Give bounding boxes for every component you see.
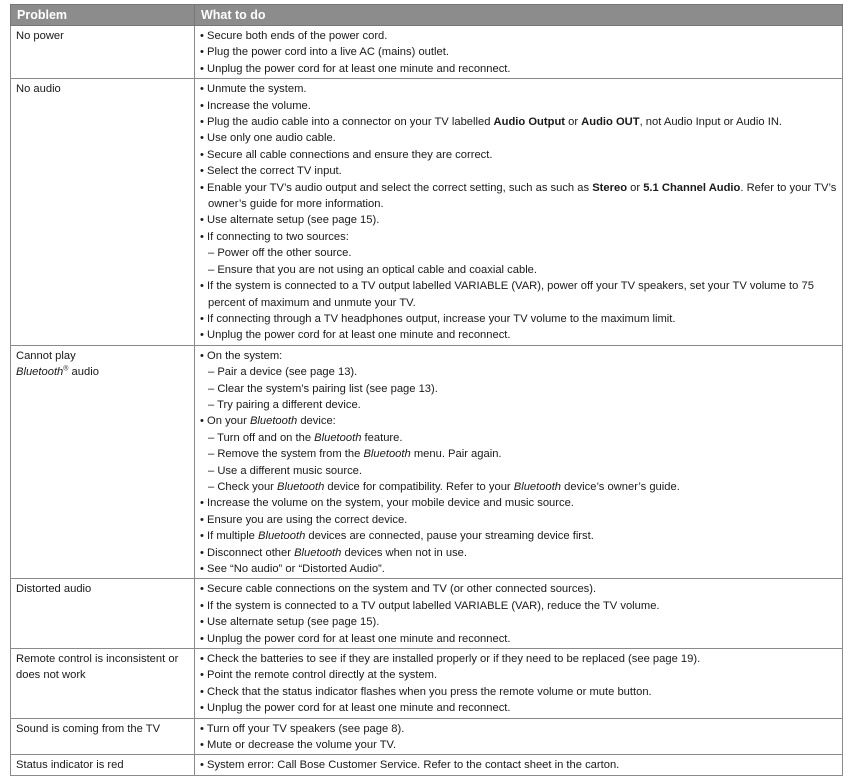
solution-cell	[195, 755, 843, 775]
dash-subitem	[200, 381, 837, 397]
bullet-icon	[200, 165, 207, 177]
text-run: Status indicator is red	[16, 759, 124, 772]
bullet-icon	[200, 547, 207, 559]
bullet-item	[200, 495, 837, 511]
table-row	[11, 79, 843, 346]
registered-mark: ®	[63, 365, 69, 373]
problem-cell	[11, 579, 195, 649]
text-run: Increase the volume.	[207, 99, 311, 112]
table-row	[11, 26, 843, 79]
text-run: If multiple	[207, 530, 259, 543]
text-run: devices when not in use.	[341, 546, 467, 559]
bullet-icon	[200, 116, 207, 128]
text-run: Use alternate setup (see page 15).	[207, 214, 380, 227]
italic-text: Bluetooth	[513, 480, 562, 493]
dash-subitem	[200, 446, 837, 462]
bullet-icon	[200, 723, 207, 735]
dash-subitem	[200, 397, 837, 413]
text-run: Ensure you are using the correct device.	[207, 513, 408, 526]
text-run: – Remove the system from the	[208, 448, 364, 461]
italic-text: Bluetooth	[277, 480, 325, 493]
dash-subitem	[200, 463, 837, 479]
text-run: Enable your TV’s audio output and select the correct setting, such as such as	[207, 181, 593, 194]
bullet-item	[200, 581, 837, 597]
bullet-icon	[200, 530, 207, 542]
problem-cell	[11, 26, 195, 79]
text-run: Select the correct TV input.	[207, 165, 342, 178]
bullet-item	[200, 44, 837, 60]
bold-text: Stereo	[592, 181, 628, 194]
text-run: See “No audio” or “Distorted Audio”.	[207, 563, 385, 575]
bullet-item	[200, 163, 837, 179]
bullet-item	[200, 28, 837, 44]
bullet-icon	[200, 686, 207, 698]
bullet-item	[200, 700, 837, 716]
italic-text: Bluetooth	[16, 366, 64, 379]
problem-cell	[11, 649, 195, 719]
bullet-item	[200, 684, 837, 700]
bullet-icon	[200, 600, 207, 612]
bullet-item	[200, 667, 837, 683]
solution-cell	[195, 649, 843, 719]
text-run: does not work	[16, 669, 86, 682]
bullet-icon	[200, 313, 207, 325]
bullet-item	[200, 147, 837, 163]
text-run: Secure cable connections on the system and TV (or other connected sources).	[207, 583, 597, 596]
bullet-icon	[200, 132, 207, 144]
text-run: Sound is coming from the TV	[16, 722, 161, 735]
text-run: On the system:	[207, 349, 283, 362]
italic-text: Bluetooth	[314, 431, 362, 444]
problem-cell	[11, 79, 195, 346]
bullet-item	[200, 757, 837, 773]
dash-subitem	[200, 262, 837, 278]
text-run: – Turn off and on the	[208, 431, 315, 444]
italic-text: Bluetooth	[249, 415, 298, 428]
table-body	[11, 26, 843, 776]
bullet-item	[200, 327, 837, 343]
bullet-icon	[200, 633, 207, 645]
text-run: – Use a different music source.	[208, 464, 363, 477]
bullet-icon	[200, 616, 207, 628]
text-run: device:	[297, 415, 336, 428]
bold-text: 5.1 Channel Audio	[643, 181, 741, 194]
problem-cell	[11, 755, 195, 775]
bullet-item	[200, 631, 837, 647]
dash-subitem	[200, 364, 837, 380]
bullet-icon	[200, 669, 207, 681]
text-run: Use alternate setup (see page 15).	[207, 616, 380, 629]
text-run: If connecting through a TV headphones output, increase your TV volume to the maximum limit.	[207, 312, 676, 325]
solution-cell	[195, 579, 843, 649]
bullet-item	[200, 737, 837, 753]
text-run: If the system is connected to a TV output labelled VARIABLE (VAR), power off your TV speakers, set your TV volume to 75 percent of maximum and unmute your TV.	[207, 280, 814, 309]
bullet-icon	[200, 702, 207, 714]
bullet-item	[200, 311, 837, 327]
text-run: Disconnect other	[207, 546, 295, 559]
text-run: device’s owner’s guide.	[561, 480, 680, 493]
bullet-icon	[200, 63, 207, 75]
text-run: – Ensure that you are not using an optical cable and coaxial cable.	[208, 263, 538, 276]
bullet-icon	[200, 653, 207, 665]
problem-cell	[11, 345, 195, 579]
text-run: Remote control is inconsistent or	[16, 653, 179, 666]
solution-cell	[195, 718, 843, 755]
bullet-item	[200, 413, 837, 429]
text-run: Point the remote control directly at the system.	[207, 669, 438, 682]
bold-text: Audio OUT	[581, 116, 640, 129]
text-run: Check the batteries to see if they are installed properly or if they need to be replaced (see page 19).	[207, 653, 701, 666]
bullet-icon	[200, 563, 207, 575]
solution-cell	[195, 345, 843, 579]
bullet-icon	[200, 514, 207, 526]
dash-subitem	[200, 245, 837, 261]
solution-cell	[195, 26, 843, 79]
table-header-row	[11, 5, 843, 26]
bullet-item	[200, 212, 837, 228]
text-run: If the system is connected to a TV output labelled VARIABLE (VAR), reduce the TV volume.	[207, 599, 660, 612]
header-problem: Problem	[11, 5, 195, 26]
bullet-icon	[200, 497, 207, 509]
bullet-icon	[200, 100, 207, 112]
text-run: Mute or decrease the volume your TV.	[207, 739, 397, 752]
text-run: menu. Pair again.	[410, 448, 502, 461]
text-run: or	[627, 181, 644, 194]
bullet-item	[200, 278, 837, 311]
bullet-item	[200, 348, 837, 364]
table-row	[11, 579, 843, 649]
text-run: . Refer to your TV’s owner’s guide for more information.	[208, 181, 837, 211]
text-run: Secure all cable connections and ensure they are correct.	[207, 148, 493, 161]
table-row	[11, 755, 843, 775]
bullet-item	[200, 545, 837, 561]
bullet-icon	[200, 739, 207, 751]
text-run: , not Audio Input or Audio IN.	[639, 116, 783, 129]
dash-subitem	[200, 479, 837, 495]
text-run: Unplug the power cord for at least one minute and reconnect.	[207, 329, 511, 342]
text-run: No power	[16, 30, 64, 42]
text-run: Unplug the power cord for at least one minute and reconnect.	[207, 632, 511, 645]
bullet-icon	[200, 583, 207, 595]
table-row	[11, 345, 843, 579]
bullet-item	[200, 561, 837, 577]
bullet-item	[200, 98, 837, 114]
table-row	[11, 649, 843, 719]
italic-text: Bluetooth	[363, 448, 411, 461]
bullet-icon	[200, 415, 207, 427]
table-row	[11, 718, 843, 755]
text-run: Use only one audio cable.	[207, 132, 336, 145]
solution-cell	[195, 79, 843, 346]
text-run: device for compatibility. Refer to your	[324, 480, 514, 493]
text-run: Check that the status indicator flashes when you press the remote volume or mute button.	[207, 685, 652, 698]
text-run: feature.	[361, 431, 403, 444]
bullet-item	[200, 512, 837, 528]
text-run: No audio	[16, 83, 61, 96]
dash-subitem	[200, 430, 837, 446]
bullet-icon	[200, 46, 207, 58]
bold-text: Audio Output	[493, 116, 565, 129]
text-run: If connecting to two sources:	[207, 230, 349, 243]
text-run: Plug the power cord into a live AC (mains) outlet.	[207, 46, 449, 59]
bullet-item	[200, 229, 837, 245]
bullet-icon	[200, 350, 207, 362]
text-run: Unmute the system.	[207, 83, 307, 96]
text-run: – Check your	[208, 480, 278, 493]
bullet-icon	[200, 83, 207, 95]
bullet-item	[200, 130, 837, 146]
italic-text: Bluetooth	[258, 530, 306, 543]
text-run: System error: Call Bose Customer Service. Refer to the contact sheet in the carton.	[207, 759, 620, 772]
text-run: Unplug the power cord for at least one minute and reconnect.	[207, 702, 511, 715]
italic-text: Bluetooth	[294, 546, 342, 559]
bullet-item	[200, 180, 837, 213]
text-run: Increase the volume on the system, your mobile device and music source.	[207, 497, 574, 510]
bullet-item	[200, 81, 837, 97]
text-run: Plug the audio cable into a connector on your TV labelled	[207, 116, 494, 129]
bullet-icon	[200, 30, 207, 42]
text-run: Turn off your TV speakers (see page 8).	[206, 722, 405, 735]
text-run: devices are connected, pause your streaming device first.	[305, 530, 594, 543]
bullet-icon	[200, 149, 207, 161]
text-run: – Pair a device (see page 13).	[208, 366, 358, 379]
bullet-icon	[200, 231, 207, 243]
text-run: – Clear the system’s pairing list (see page 13).	[208, 382, 438, 395]
bullet-item	[200, 598, 837, 614]
text-run: Unplug the power cord for at least one minute and reconnect.	[207, 62, 511, 75]
bullet-item	[200, 61, 837, 77]
bullet-icon	[200, 329, 207, 341]
troubleshooting-table	[10, 4, 843, 776]
text-run: – Power off the other source.	[208, 247, 352, 260]
header-what-to-do: What to do	[195, 5, 843, 26]
bullet-icon	[200, 759, 207, 771]
bullet-item	[200, 614, 837, 630]
bullet-icon	[200, 182, 207, 194]
text-run: audio	[68, 366, 99, 379]
text-run: or	[565, 116, 582, 129]
text-run: Distorted audio	[16, 583, 92, 596]
problem-cell	[11, 718, 195, 755]
bullet-item	[200, 114, 837, 130]
text-run: On your	[207, 415, 250, 428]
bullet-item	[200, 721, 837, 737]
bullet-item	[200, 651, 837, 667]
bullet-icon	[200, 214, 207, 226]
text-run: – Try pairing a different device.	[208, 398, 361, 411]
text-run: Secure both ends of the power cord.	[207, 30, 388, 42]
bullet-icon	[200, 280, 207, 292]
bullet-item	[200, 528, 837, 544]
text-run: Cannot play	[16, 349, 76, 362]
